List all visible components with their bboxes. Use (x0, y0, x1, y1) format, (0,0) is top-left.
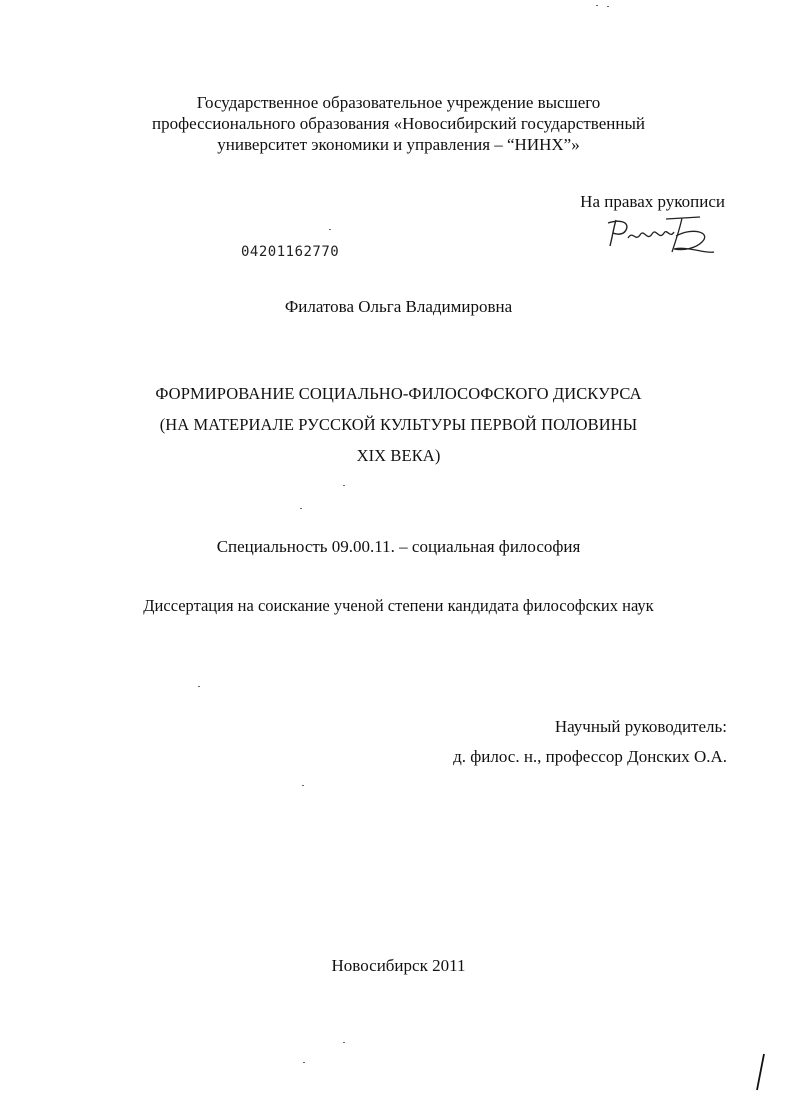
scan-speck (343, 485, 345, 486)
supervisor-name: д. филос. н., профессор Донских О.А. (453, 747, 727, 766)
specialty: Специальность 09.00.11. – социальная философия (216, 537, 581, 556)
scan-speck (607, 6, 609, 7)
scan-speck (198, 686, 200, 687)
handwritten-signature-icon (604, 214, 716, 258)
scan-speck (596, 5, 598, 6)
institution-line-1: Государственное образовательное учреждение высшего (196, 93, 601, 112)
institution-line-2: профессионального образования «Новосибирский государственный (152, 114, 645, 133)
supervisor-label: Научный руководитель: (554, 717, 727, 736)
place-and-year: Новосибирск 2011 (331, 956, 466, 975)
pen-stroke-mark (752, 1052, 768, 1092)
title-line-1: ФОРМИРОВАНИЕ СОЦИАЛЬНО-ФИЛОСОФСКОГО ДИСКУРСА (155, 384, 642, 403)
rights-note: На правах рукописи (580, 192, 725, 211)
scan-speck (303, 1062, 305, 1063)
scan-speck (329, 229, 331, 230)
title-line-2: (НА МАТЕРИАЛЕ РУССКОЙ КУЛЬТУРЫ ПЕРВОЙ ПОЛОВИНЫ (159, 415, 638, 434)
scan-speck (300, 508, 302, 509)
title-line-3: XIX ВЕКА) (356, 446, 441, 465)
author-name: Филатова Ольга Владимировна (284, 297, 513, 316)
scan-speck (343, 1042, 345, 1043)
degree-statement: Диссертация на соискание ученой степени кандидата философских наук (143, 596, 654, 615)
scan-speck (302, 785, 304, 786)
institution-line-3: университет экономики и управления – “НИНХ”» (217, 135, 580, 154)
registry-code: 04201162770 (241, 244, 340, 260)
